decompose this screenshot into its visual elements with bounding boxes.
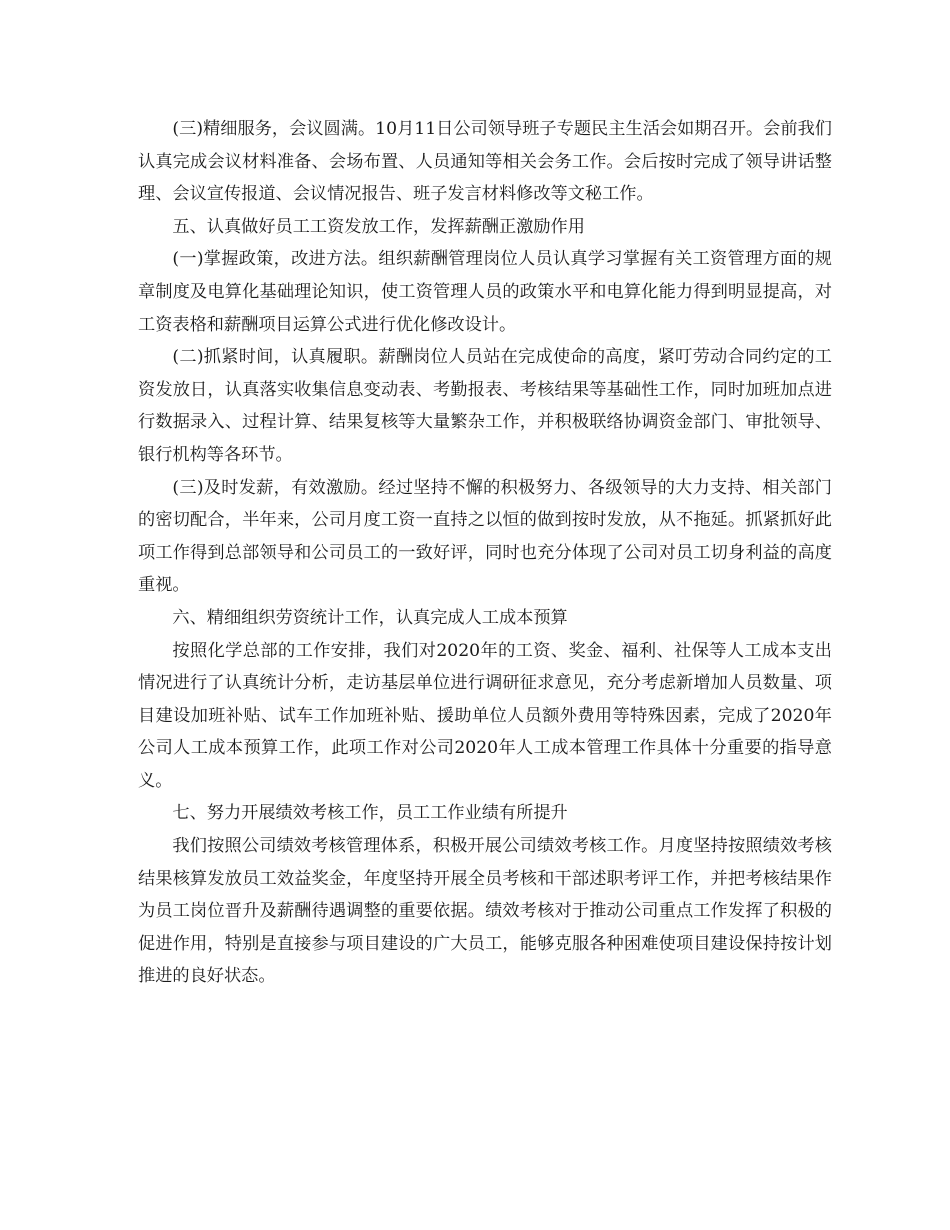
paragraph-payroll: (三)及时发薪，有效激励。经过坚持不懈的积极努力、各级领导的大力支持、相关部门的密切配合，半年来，公司月度工资一直持之以恒的做到按时发放，从不拖延。抓紧抓好此项工作得到总部领导和公司员工的一致好评，同时也充分体现了公司对员工切身利益的高度重视。 xyxy=(138,477,832,596)
section-heading-seven: 七、努力开展绩效考核工作，员工工作业绩有所提升 xyxy=(172,803,568,824)
section-heading-five: 五、认真做好员工工资发放工作，发挥薪酬正激励作用 xyxy=(172,216,585,237)
paragraph-duty: (二)抓紧时间，认真履职。薪酬岗位人员站在完成使命的高度，紧叮劳动合同约定的工资发放日，认真落实收集信息变动表、考勤报表、考核结果等基础性工作，同时加班加点进行数据录入、过程计算、结果复核等大量繁杂工作，并积极联络协调资金部门、审批领导、银行机构等各环节。 xyxy=(138,347,832,465)
paragraph-labor-cost: 按照化学总部的工作安排，我们对2020年的工资、奖金、福利、社保等人工成本支出情况进行了认真统计分析，走访基层单位进行调研征求意见，充分考虑新增加人员数量、项目建设加班补贴、试车工作加班补贴、援助单位人员额外费用等特殊因素，完成了2020年公司人工成本预算工作，此项工作对公司2020年人工成本管理工作具体十分重要的指导意义。 xyxy=(138,640,832,791)
paragraph-meeting-service: (三)精细服务，会议圆满。10月11日公司领导班子专题民主生活会如期召开。会前我们认真完成会议材料准备、会场布置、人员通知等相关会务工作。会后按时完成了领导讲话整理、会议宣传报道、会议情况报告、班子发言材料修改等文秘工作。 xyxy=(138,119,832,205)
document-body xyxy=(138,113,832,993)
paragraph-policy: (一)掌握政策，改进方法。组织薪酬管理岗位人员认真学习掌握有关工资管理方面的规章制度及电算化基础理论知识，使工资管理人员的政策水平和电算化能力得到明显提高，对工资表格和薪酬项目运算公式进行优化修改设计。 xyxy=(138,249,832,335)
paragraph-performance: 我们按照公司绩效考核管理体系，积极开展公司绩效考核工作。月度坚持按照绩效考核结果核算发放员工效益奖金，年度坚持开展全员考核和干部述职考评工作，并把考核结果作为员工岗位晋升及薪酬待遇调整的重要依据。绩效考核对于推动公司重点工作发挥了积极的促进作用，特别是直接参与项目建设的广大员工，能够克服各种困难使项目建设保持按计划推进的良好状态。 xyxy=(138,836,832,987)
section-heading-six: 六、精细组织劳资统计工作，认真完成人工成本预算 xyxy=(172,607,568,628)
